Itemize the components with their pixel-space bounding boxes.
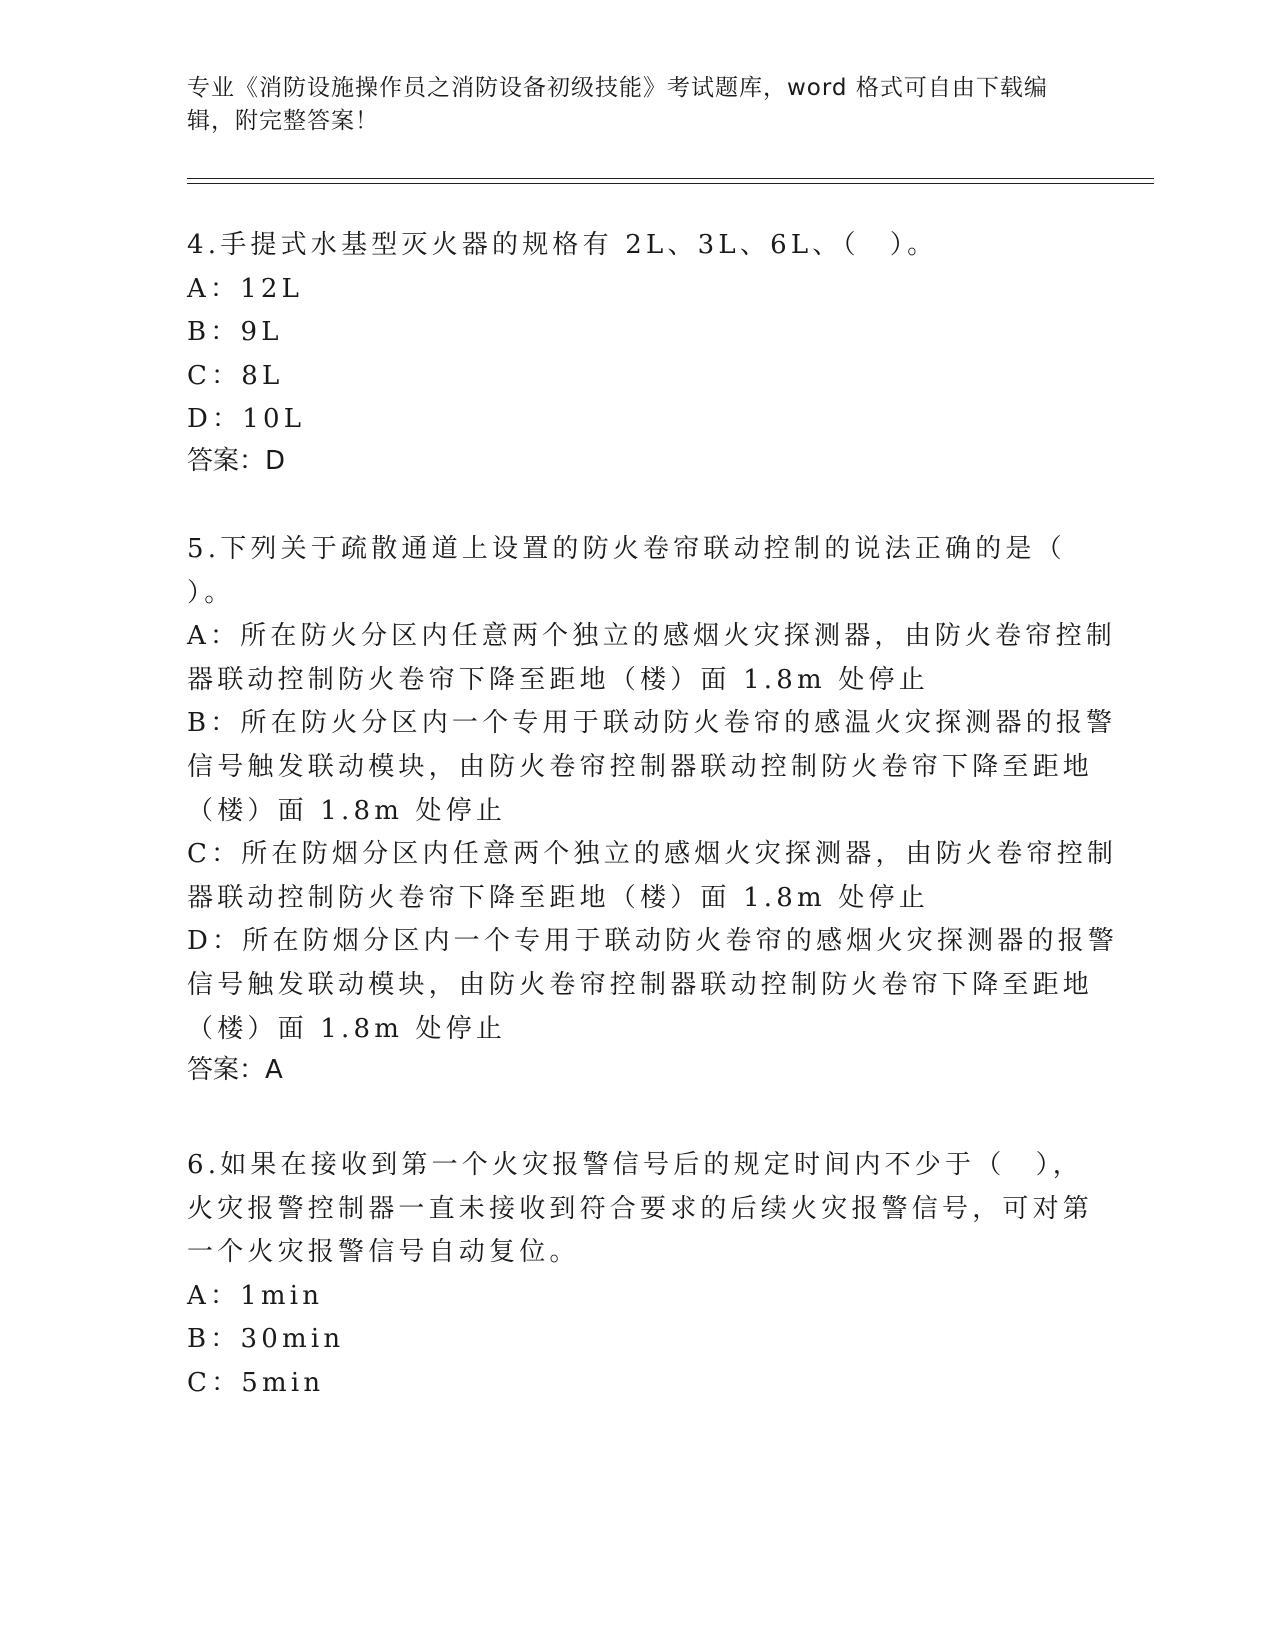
option-line: 器联动控制防火卷帘下降至距地（楼）面 1.8m 处停止 bbox=[187, 882, 929, 913]
header-rule-bottom bbox=[187, 183, 1154, 184]
question-stem-line: ）。 bbox=[187, 577, 235, 608]
option-line: A：12L bbox=[187, 273, 304, 304]
question-stem-line: 5.下列关于疏散通道上设置的防火卷帘联动控制的说法正确的是（ bbox=[187, 534, 1066, 564]
option-line: D：10L bbox=[187, 404, 306, 435]
question-stem-line: 一个火灾报警信号自动复位。 bbox=[187, 1237, 580, 1268]
answer-line: 答案：A bbox=[187, 1055, 283, 1086]
option-line: A：1min bbox=[187, 1280, 324, 1311]
option-line: 信号触发联动模块，由防火卷帘控制器联动控制防火卷帘下降至距地 bbox=[187, 752, 1094, 782]
option-line: （楼）面 1.8m 处停止 bbox=[187, 795, 507, 826]
option-line: 器联动控制防火卷帘下降至距地（楼）面 1.8m 处停止 bbox=[187, 664, 929, 695]
option-line: A：所在防火分区内任意两个独立的感烟火灾探测器，由防火卷帘控制 bbox=[187, 621, 1116, 652]
answer-line: 答案：D bbox=[187, 446, 286, 476]
option-line: D：所在防烟分区内一个专用于联动防火卷帘的感烟火灾探测器的报警 bbox=[187, 926, 1119, 957]
header-line-2: 辑，附完整答案！ bbox=[187, 108, 379, 134]
option-line: C：5min bbox=[187, 1368, 325, 1398]
option-line: B：9L bbox=[187, 317, 283, 348]
option-line: B：30min bbox=[187, 1324, 345, 1355]
option-line: C：所在防烟分区内任意两个独立的感烟火灾探测器，由防火卷帘控制 bbox=[187, 839, 1118, 870]
option-line: C：8L bbox=[187, 360, 284, 391]
document-header bbox=[187, 72, 1067, 138]
header-line-1: 专业《消防设施操作员之消防设备初级技能》考试题库，word 格式可自由下载编 bbox=[187, 75, 1048, 101]
option-line: B：所在防火分区内一个专用于联动防火卷帘的感温火灾探测器的报警 bbox=[187, 708, 1117, 739]
question-stem-line: 4.手提式水基型灭火器的规格有 2L、3L、6L、（ ）。 bbox=[187, 230, 938, 260]
option-line: （楼）面 1.8m 处停止 bbox=[187, 1013, 507, 1044]
option-line: 信号触发联动模块，由防火卷帘控制器联动控制防火卷帘下降至距地 bbox=[187, 970, 1094, 1000]
header-rule-top bbox=[187, 178, 1154, 179]
question-stem-line: 火灾报警控制器一直未接收到符合要求的后续火灾报警信号，可对第 bbox=[187, 1193, 1094, 1224]
question-stem-line: 6.如果在接收到第一个火灾报警信号后的规定时间内不少于（ ）， bbox=[187, 1150, 1084, 1180]
